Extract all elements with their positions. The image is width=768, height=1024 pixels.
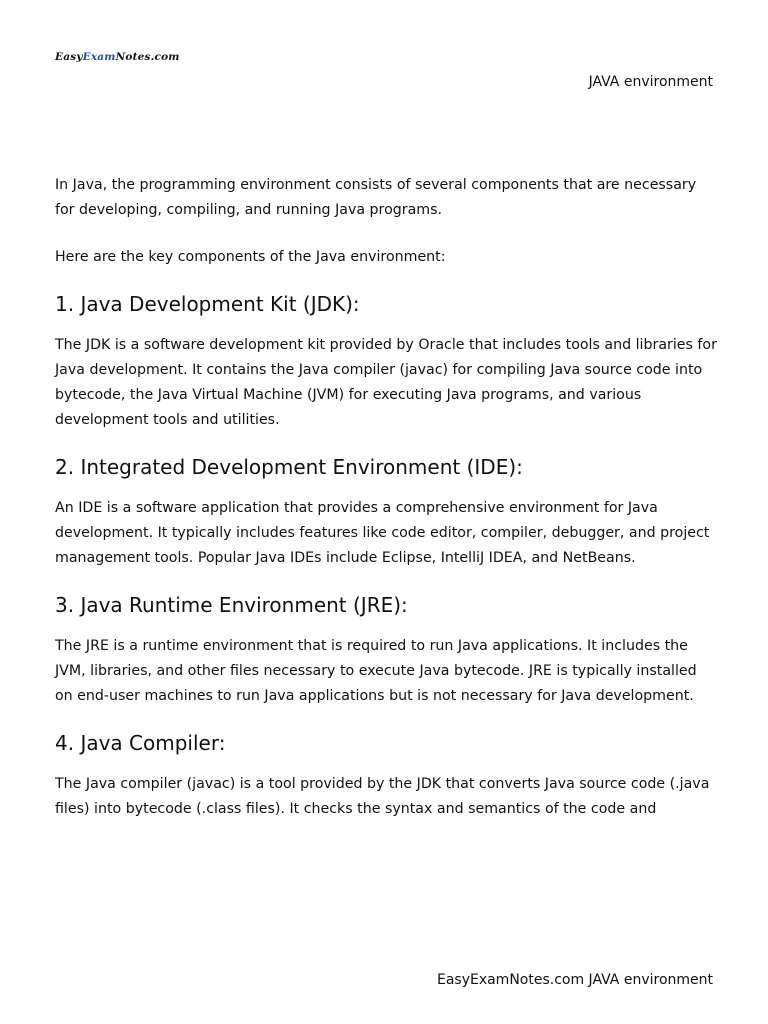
section-heading-jdk: 1. Java Development Kit (JDK): <box>55 292 360 316</box>
intro-lead-in: Here are the key components of the Java environment: <box>55 249 446 265</box>
page-footer: EasyExamNotes.com JAVA environment <box>436 972 713 988</box>
logo-text-easy: Easy <box>55 51 83 63</box>
section-heading-jre: 3. Java Runtime Environment (JRE): <box>55 593 408 617</box>
site-logo <box>55 51 180 63</box>
section-body-compiler: The Java compiler (javac) is a tool provided by the JDK that converts Java source code (.java files) into bytecode (.class files). It checks the syntax and semantics of the code and <box>55 776 710 817</box>
logo-text-notes: Notes.com <box>115 51 180 63</box>
section-body-ide: An IDE is a software application that provides a comprehensive environment for Java development. It typically includes features like code editor, compiler, debugger, and project management tools. Popular Java IDEs include Eclipse, IntelliJ IDEA, and NetBeans. <box>55 500 710 566</box>
section-heading-compiler: 4. Java Compiler: <box>55 731 226 755</box>
document-body <box>55 173 717 822</box>
page-header-title: JAVA environment <box>588 74 713 90</box>
intro-paragraph: In Java, the programming environment consists of several components that are necessary for developing, compiling, and running Java programs. <box>55 177 697 218</box>
section-body-jre: The JRE is a runtime environment that is required to run Java applications. It includes the JVM, libraries, and other files necessary to execute Java bytecode. JRE is typically installed on end-user machines to run Java applications but is not necessary for Java development. <box>55 638 697 704</box>
section-body-jdk: The JDK is a software development kit provided by Oracle that includes tools and libraries for Java development. It contains the Java compiler (javac) for compiling Java source code into bytecode, the Java Virtual Machine (JVM) for executing Java programs, and various development tools and utilities. <box>55 337 717 428</box>
section-heading-ide: 2. Integrated Development Environment (IDE): <box>55 455 523 479</box>
logo-text-exam: Exam <box>82 51 116 63</box>
